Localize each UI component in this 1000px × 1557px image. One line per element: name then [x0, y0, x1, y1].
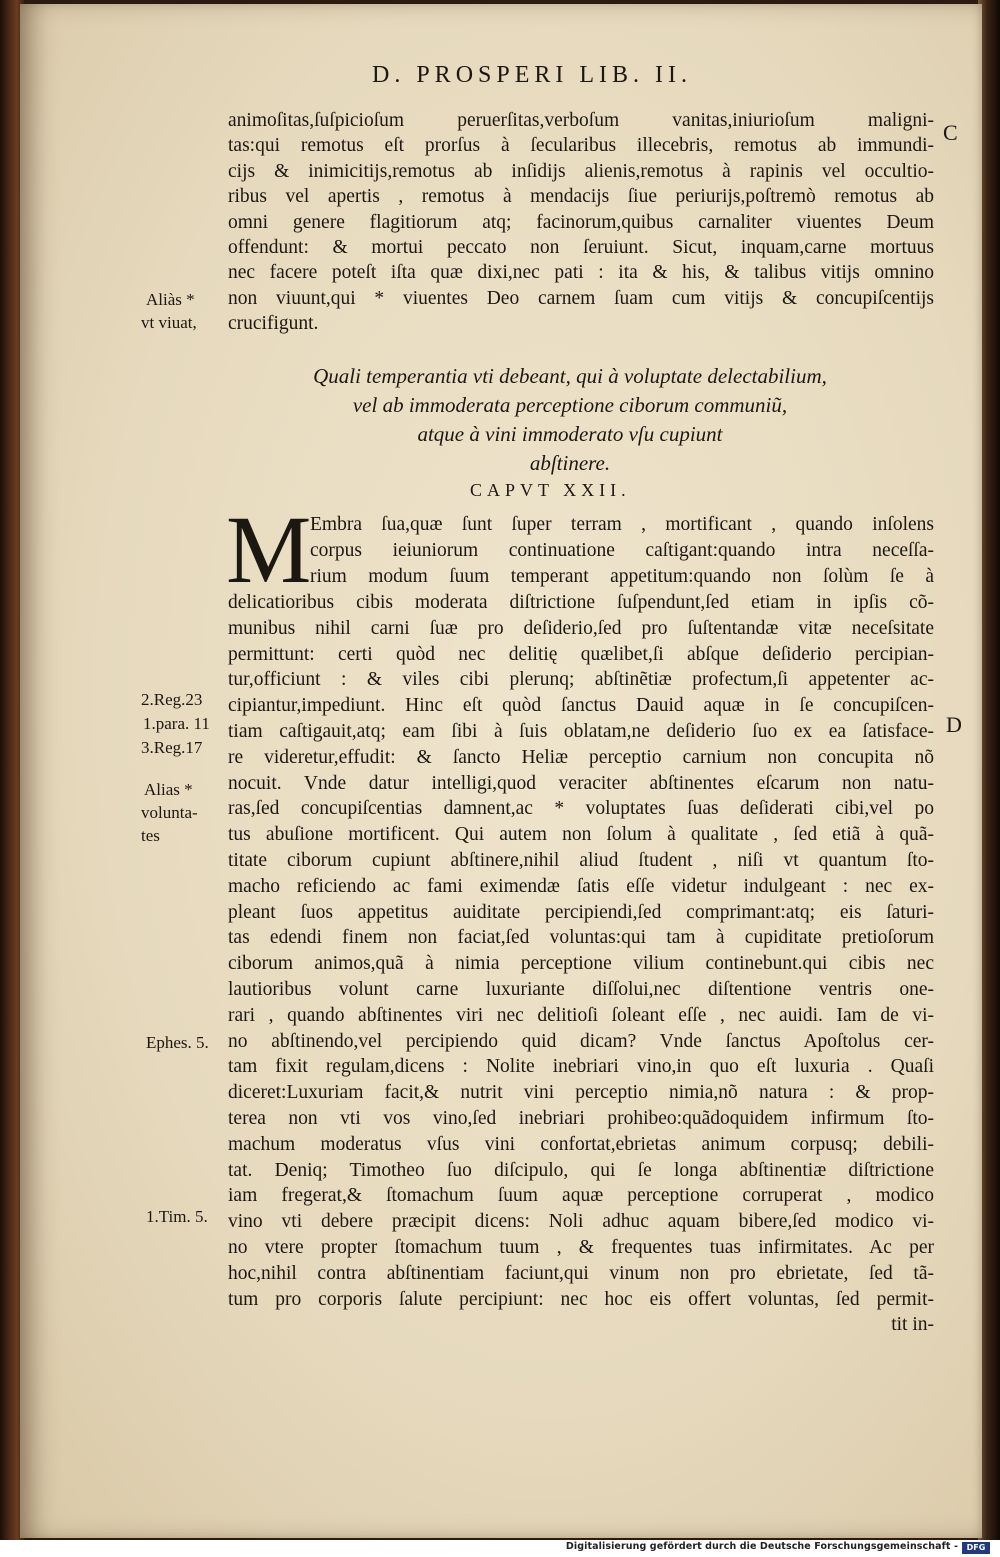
running-head: D. PROSPERI LIB. II. — [372, 62, 693, 88]
text-line: tus abuſione mortificent. Qui autem non ſolum à qualitate , ſed etiã à quã- — [228, 824, 934, 846]
text-line: permittunt: certi quòd nec delitię quælibet,ſi abſque deſiderio percipian- — [228, 643, 934, 665]
side-letter-d: D — [946, 712, 962, 737]
text-line: lautioribus volunt carne luxuriante diſſolui,nec diſtentione ventris one- — [228, 978, 934, 1000]
text-line: ciborum animos,quã à nimia perceptione vilium continebunt.qui cibis nec — [228, 953, 934, 975]
text-line: tat. Deniq; Timotheo ſuo diſcipulo, qui ſe longa abſtinentiæ diſtrictione — [228, 1159, 934, 1181]
text-line: animoſitas,ſuſpicioſum peruerſitas,verboſum vanitas,iniurioſum maligni- — [228, 110, 934, 131]
text-line: nocuit. Vnde datur intelligi,quod veraciter abſtinentes eſcarum non natu- — [228, 772, 934, 794]
text-line: corpus ieiuniorum continuatione caſtigant:quando intra neceſſa- — [310, 540, 934, 561]
margin-note-ref-tim: 1.Tim. 5. — [146, 1207, 208, 1226]
text-line: munibus nihil carni ſuæ pro deſiderio,ſed pro ſuſtentandæ vitæ neceſsitate — [228, 617, 934, 639]
margin-note-alias-1-variant: vt viuat, — [141, 313, 197, 332]
text-line: re videretur,effudit: & ſancto Heliæ perceptio carnium non concupita nõ — [228, 746, 934, 768]
margin-note-alias-2-variant-end: tes — [141, 826, 160, 845]
text-line: diceret:Luxuriam facit,& nutrit vini perceptio nimia,nõ natura : & prop- — [228, 1082, 934, 1104]
text-line: omni genere flagitiorum atq; facinorum,quibus carnaliter viuentes Deum — [228, 211, 934, 233]
text-line: vino vti debere præcipit dicens: Noli adhuc aquam bibere,ſed modico vi- — [228, 1211, 934, 1233]
drop-cap: M — [226, 496, 312, 603]
text-line: machum moderatus vſus vini confortat,ebrietas animum corpusq; debili- — [228, 1133, 934, 1155]
paragraph-2 — [228, 590, 934, 1338]
text-line: tur,officiunt : & viles cibi plerunq; abſtinẽtiæ profectum,ſi appetenter ac- — [228, 669, 934, 691]
footer-credit: Digitalisierung gefördert durch die Deutsche Forschungsgemeinschaft - — [565, 1541, 958, 1552]
text-line: no vtere propter ſtomachum tuum , & frequentes tuas infirmitates. Ac per — [228, 1236, 934, 1258]
text-line: no abſtinendo,vel percipiendo quid dicam? Vnde ſanctus Apoſtolus cer- — [228, 1030, 934, 1052]
margin-note-ref-3reg: 3.Reg.17 — [141, 738, 203, 757]
text-line: titate ciborum cupiunt abſtinere,nihil aliud ſtudent , niſi vt quantum ſto- — [228, 849, 934, 871]
text-line: cipiantur,impediunt. Hinc eſt quòd ſanctus Dauid aquæ in ſe concupiſcen- — [228, 695, 934, 717]
text-line: rari , quando abſtinentes viri nec delitioſi ſoleant eſſe , nec auidi. Iam de vi- — [228, 1004, 934, 1026]
chapter-heading — [240, 362, 900, 478]
text-line: iam fregerat,& ſtomachum ſuum aquæ perceptione corruperat , modico — [228, 1185, 934, 1207]
text-line: hoc,nihil contra abſtinentiam faciunt,qui vinum non pro ebrietate, ſed tã- — [228, 1262, 934, 1284]
text-line: Embra ſua,quæ ſunt ſuper terram , mortificant , quando inſolens — [310, 514, 934, 535]
text-line: terea non vti vos vino,ſed inebriari prohibeo:quãdoquidem infirmum ſto- — [228, 1107, 934, 1129]
text-line: tam fixit regulam,dicens : Nolite inebriari vino,in quo eſt luxuria . Quaſi — [228, 1056, 934, 1078]
text-line: tas edendi finem non faciat,ſed voluntas:qui tam à cupiditate pretioſorum — [228, 927, 934, 949]
heading-line: abſtinere. — [529, 451, 611, 475]
heading-line: atque à vini immoderato vſu cupiunt — [417, 422, 723, 446]
text-line: ras,ſed concupiſcentias damnent,ac * voluptates ſuas deſiderati cibi,vel po — [228, 798, 934, 820]
text-line: tiam caſtigauit,atq; eam ſibi à ſuis oblatam,ne deſiderio ſuo ex ea ſatisface- — [228, 720, 934, 742]
text-line: pleant ſuos appetitus auiditate percipiendi,ſed comprimant:atq; eis ſaturi- — [228, 901, 934, 923]
dfg-logo: DFG — [962, 1542, 990, 1554]
heading-line: vel ab immoderata perceptione ciborum communiũ, — [352, 393, 788, 417]
chapter-number: CAPVT XXII. — [470, 480, 631, 500]
text-line: non viuunt,qui * viuentes Deo carnem ſuam cum vitijs & concupiſcentijs — [228, 287, 934, 309]
text-line: cijs & inimicitijs,remotus ab inſidijs alienis,remotus à rapinis vel occultio- — [228, 160, 934, 182]
margin-note-ref-2reg: 2.Reg.23 — [141, 690, 203, 709]
text-line: tas:qui remotus eſt prorſus à ſecularibus illecebris, remotus ab immundi- — [228, 135, 934, 157]
margin-note-ref-1para: 1.para. 11 — [143, 714, 210, 733]
text-line: offendunt: & mortui peccato non ſeruiunt. Sicut, inquam,carne mortuus — [228, 236, 934, 258]
margin-note-alias-2-variant: volunta- — [141, 803, 198, 822]
text-line: nec facere poteſt iſta quæ dixi,nec pati : ita & his, & talibus vitijs omnino — [228, 262, 934, 284]
paragraph-2-opening — [310, 512, 934, 590]
text-line: tum pro corporis ſalute percipiunt: nec hoc eis offert voluntas, ſed permit- — [228, 1288, 934, 1310]
text-line: crucifigunt. — [228, 313, 319, 335]
margin-note-ref-ephes: Ephes. 5. — [146, 1033, 209, 1052]
text-line: delicatioribus cibis moderata diſtrictione ſuſpendunt,ſed etiam in ipſis cõ- — [228, 592, 934, 613]
side-letter-c: C — [943, 120, 958, 145]
paragraph-1 — [228, 108, 934, 337]
text-line: ribus vel apertis , remotus à mendacijs ſiue periurijs,poſtremò remotus ab — [228, 186, 934, 208]
text-line: rium modum ſuum temperant appetitum:quando non ſolùm ſe à — [310, 566, 934, 587]
heading-line: Quali temperantia vti debeant, qui à voluptate delectabilium, — [313, 364, 827, 388]
text-line-catchword: tit in- — [891, 1314, 934, 1336]
text-line: macho reficiendo ac fami eximendæ ſatis eſſe videtur indulgeant : nec ex- — [228, 875, 934, 897]
margin-note-alias-2: Alias * — [144, 780, 193, 799]
margin-note-alias-1: Aliàs * — [146, 290, 195, 309]
